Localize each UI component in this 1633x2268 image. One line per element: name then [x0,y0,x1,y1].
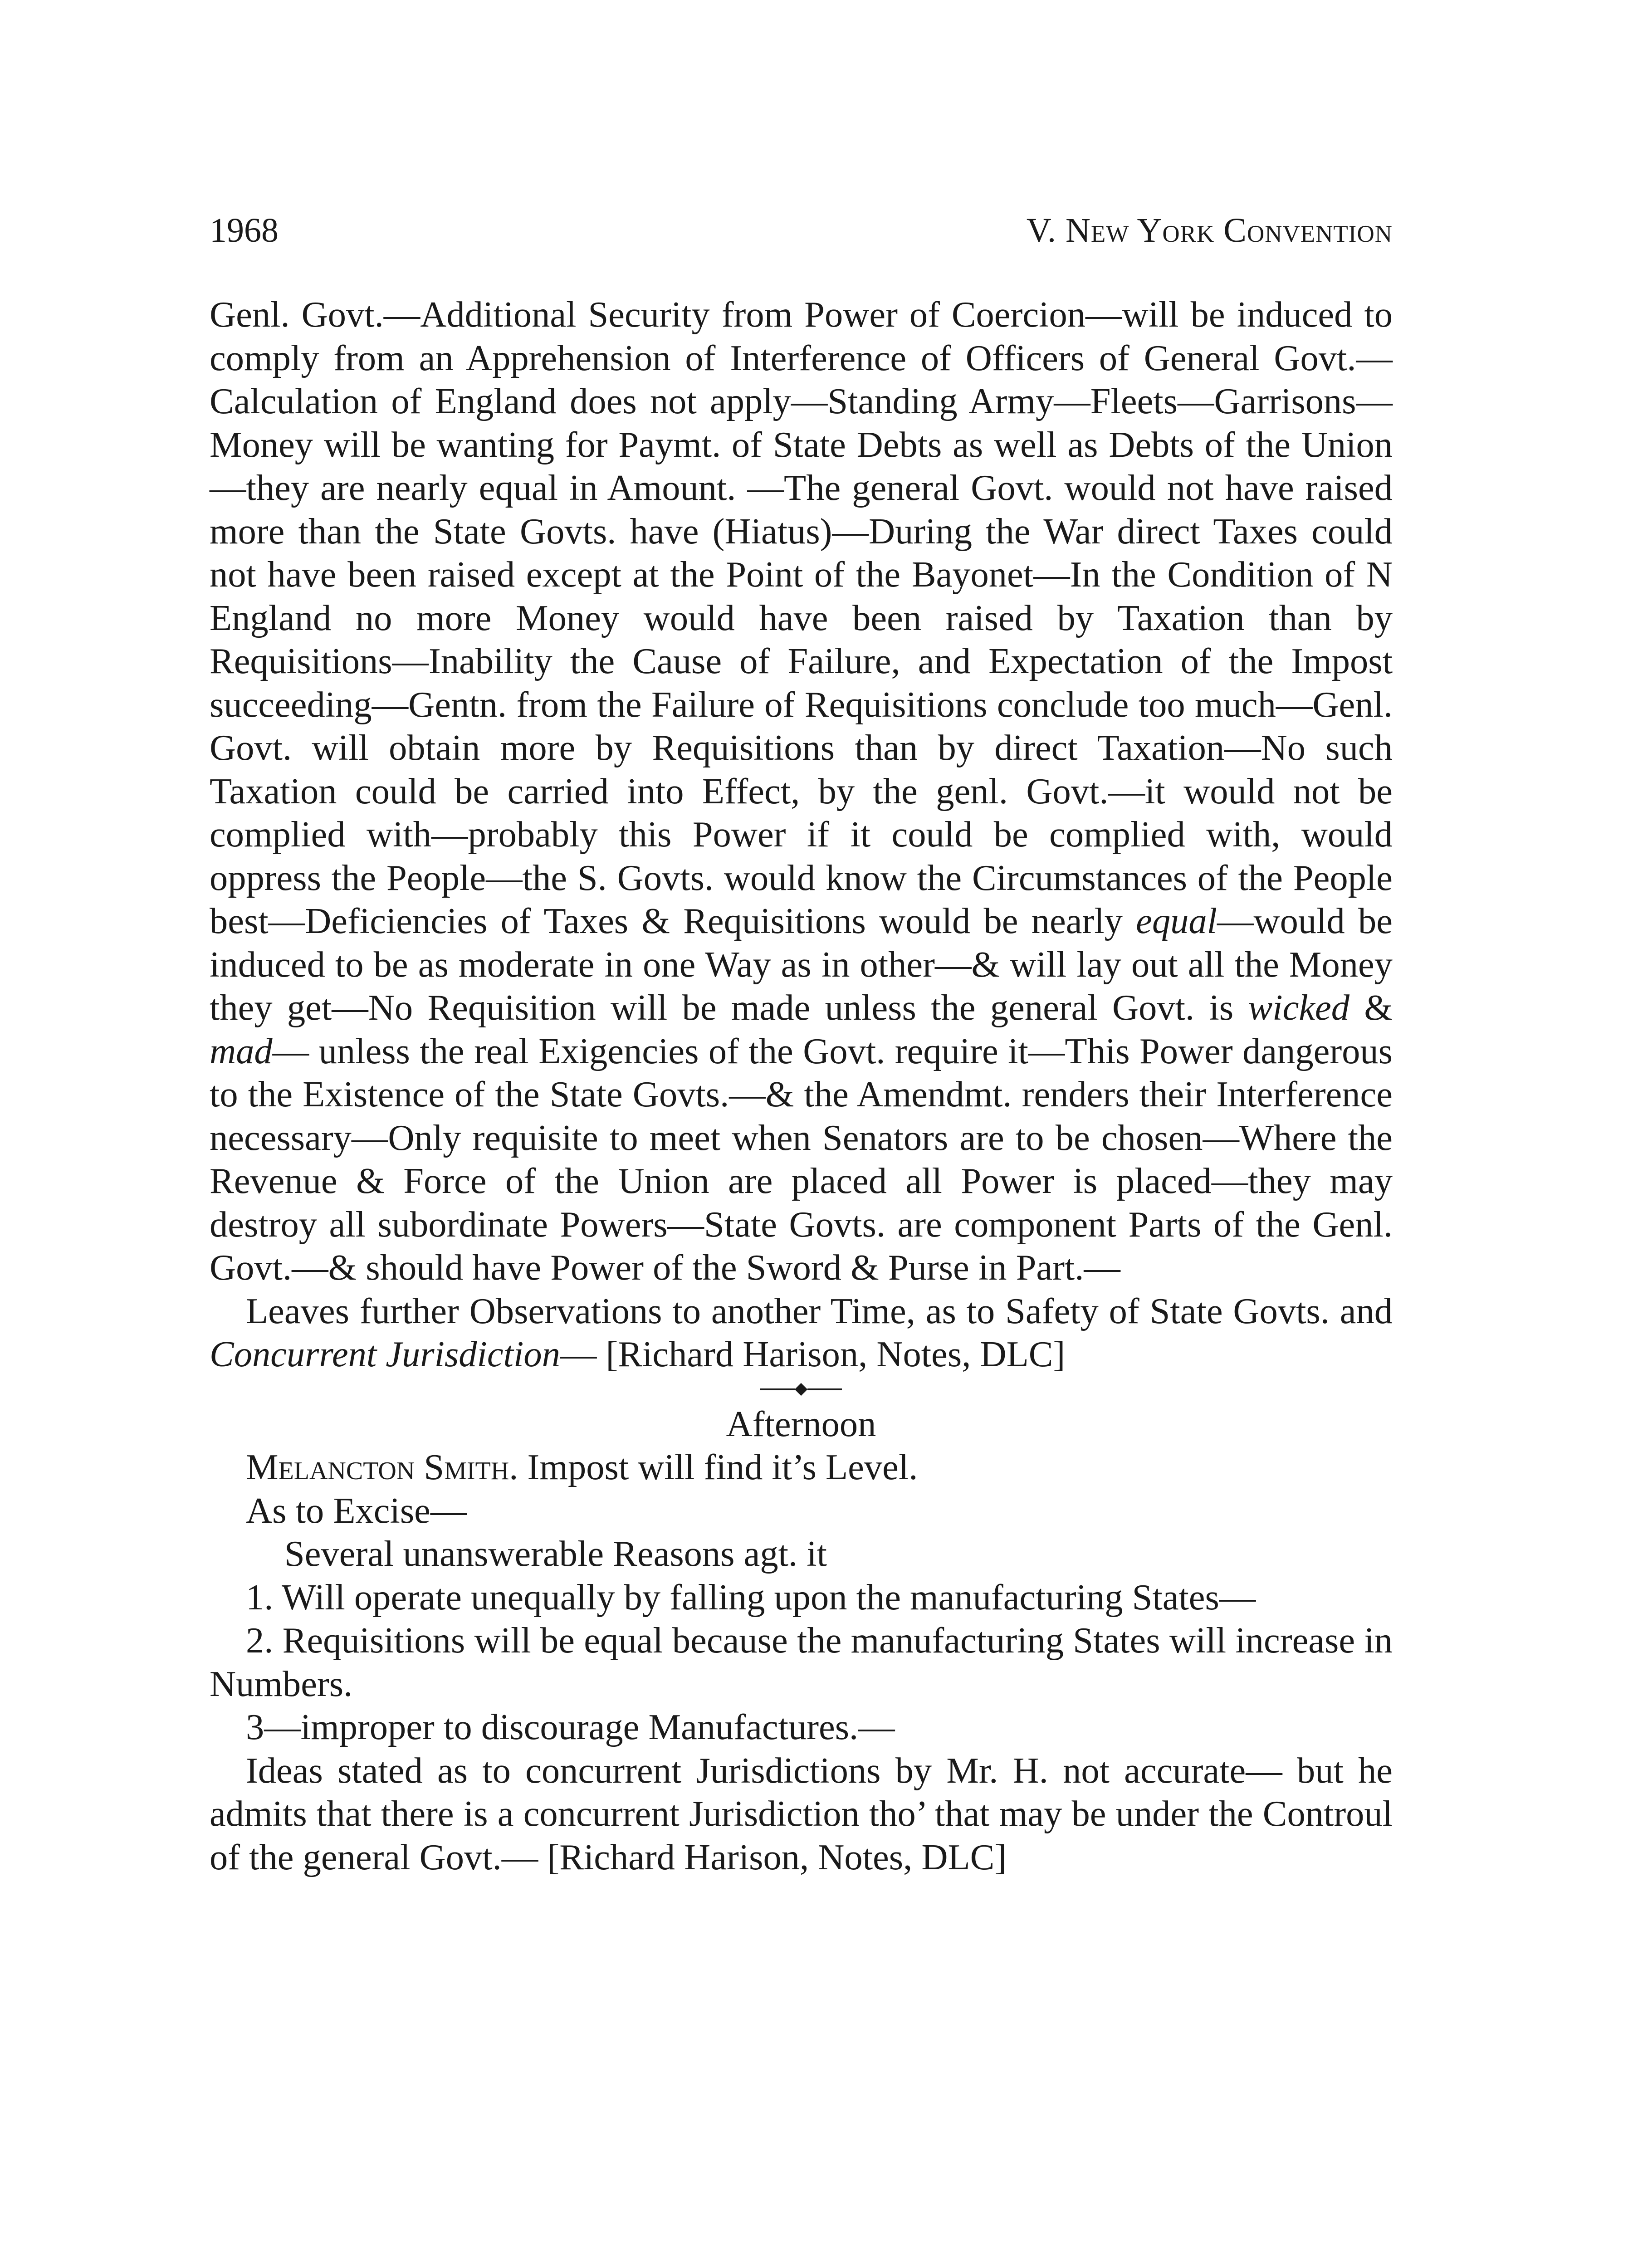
paragraph-notes-2: Leaves further Observations to another Time, as to Safety of State Govts. and Concurrent Jurisdiction— [Richard Harison, Notes, DLC] [210,1290,1393,1374]
document-body [210,293,1393,1879]
speaker-line: Melancton Smith. Impost will find it’s Level. [246,1447,918,1487]
paragraph-final: Ideas stated as to concurrent Jurisdictions by Mr. H. not accurate— but he admits that there is a concurrent Jurisdiction tho’ that may be under the Controul of the general Govt.— [Richard Harison, Notes, DLC] [210,1750,1393,1877]
page-number: 1968 [210,211,279,249]
reasons-line: Several unanswerable Reasons agt. it [284,1534,827,1574]
list-item-1: 1. Will operate unequally by falling upon the manufacturing States— [246,1577,1256,1618]
diamond-icon [795,1383,807,1395]
section-divider-ornament [210,1376,1393,1403]
speaker-name: Melancton Smith [246,1447,509,1487]
list-item-3: 3—improper to discourage Manufactures.— [246,1707,895,1747]
paragraph-notes-1: Genl. Govt.—Additional Security from Power of Coercion—will be induced to comply from an Apprehension of Interference of Officers of General Govt.—Calculation of England does not apply—Standing Army—Fleets—Garrisons—Money will be wanting for Paymt. of State Debts as well as Debts of the Union—they are nearly equal in Amount. —The general Govt. would not have raised more than the State Govts. have (Hiatus)—During the War direct Taxes could not have been raised except at the Point of the Bayonet—In the Condition of N England no more Money would have been raised by Taxation than by Requisitions—Inability the Cause of Failure, and Expectation of the Impost succeeding—Gentn. from the Failure of Requisitions conclude too much—Genl. Govt. will obtain more by Requisitions than by direct Taxation—No such Taxation could be carried into Effect, by the genl. Govt.—it would not be complied with—probably this Power if it could be complied with, would oppress the People—the S. Govts. would know the Circumstances of the People best—Deficiencies of Taxes & Requisitions would be nearly equal—would be induced to be as moderate in one Way as in other—& will lay out all the Money they get—No Requisition will be made unless the general Govt. is wicked & mad— unless the real Exigencies of the Govt. require it—This Power dangerous to the Existence of the State Govts.—& the Amendmt. renders their Interference necessary—Only requisite to meet when Senators are to be chosen—Where the Revenue & Force of the Union are placed all Power is placed—they may destroy all subordinate Powers—State Govts. are component Parts of the Genl. Govt.—& should have Power of the Sword & Purse in Part.— [210,294,1393,1288]
list-item-2: 2. Requisitions will be equal because the manufacturing States will increase in Numbers. [210,1620,1393,1704]
section-heading-afternoon: Afternoon [726,1403,876,1444]
document-page [210,213,1393,1879]
running-title: V. New York Convention [1026,211,1393,249]
excise-line: As to Excise— [246,1490,467,1531]
running-head [210,213,1393,248]
